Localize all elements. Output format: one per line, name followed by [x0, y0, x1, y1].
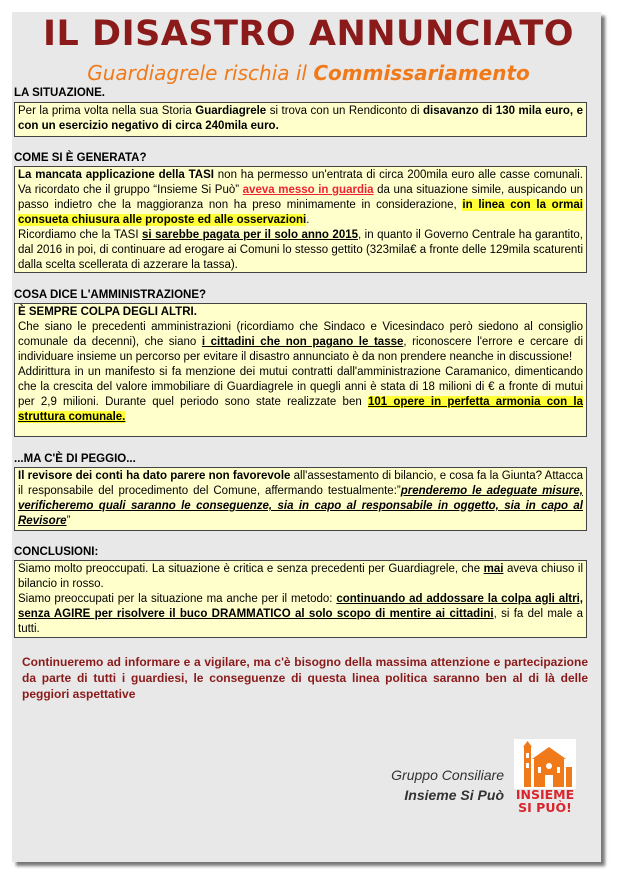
signature-group: Gruppo Consiliare: [391, 767, 504, 783]
text: Addirittura in un manifesto si fa menzione dei mutui contratti dall'amministrazione Caramanico, dimenticando che la crescita del valore immobiliare di Guardiagrele in quegli anni è stata di 18 milioni di € a fronte di mutui per 2,9 milioni. Durante quel periodo sono state realizzate ben: [18, 366, 583, 408]
text-bold: È SEMPRE COLPA DEGLI ALTRI.: [18, 306, 197, 318]
text-highlight: in linea con la ormai consueta chiusura alle proposte ed alle osservazioni: [18, 199, 584, 226]
text: aveva chiuso il bilancio in rosso.: [18, 563, 583, 590]
text: Siamo molto preoccupati. La situazione è critica e senza precedenti per Guardiagrele, che: [18, 563, 484, 575]
heading-amministrazione: COSA DICE L'AMMINISTRAZIONE?: [14, 289, 207, 301]
subtitle-prefix: Guardiagrele rischia il: [87, 61, 307, 85]
text: si trova con un Rendiconto di: [266, 105, 423, 117]
poster-background: [12, 12, 601, 862]
logo-line1: INSIEME: [515, 787, 575, 802]
quote-underline: prenderemo le adeguate misure, verificheremo quali saranno le conseguenze, sia in capo al responsabile in oggetto, sia in capo al Revisore: [18, 485, 583, 527]
text: , in quanto il Governo Centrale ha garantito, dal 2016 in poi, di continuare ad erogare ai Comuni lo stesso gettito (323mila€ a fronte delle 129mila scaturenti dalla scelta scellerata di azzerare la tassa).: [18, 229, 584, 271]
text-underline: mai: [483, 563, 504, 575]
text-red-underline: aveva messo in guardia: [242, 184, 374, 196]
text-bold: Guardiagrele: [195, 105, 267, 117]
text: non ha permesso un'entrata di circa 200mila euro alle casse comunali. Va ricordato che il gruppo “Insieme Si Può”: [18, 169, 583, 196]
heading-peggio: ...MA C'È DI PEGGIO...: [14, 453, 136, 465]
signature-name: Insieme Si Può: [404, 787, 504, 803]
text-highlight: 101 opere in perfetta armonia con la struttura comunale.: [18, 396, 584, 423]
text-underline: si sarebbe pagata per il solo anno 2015: [142, 229, 359, 241]
text-bold: La mancata applicazione della TASI: [18, 169, 214, 181]
text: ”: [66, 515, 71, 527]
logo-line2: SI PUÒ!: [518, 800, 572, 815]
text: , riconoscere l'errore e cercare di individuare insieme un percorso per evitare il disastro annunciato è da non prendere neanche in discussione!: [18, 336, 584, 363]
text: Per la prima volta nella sua Storia: [18, 105, 196, 117]
box-conclusioni: [14, 560, 587, 638]
text-underline: continuando ad addossare la colpa agli altri, senza AGIRE per risolvere il buco DRAMMATICO al solo scopo di mentire ai cittadini: [18, 593, 583, 620]
text: Siamo preoccupati per la situazione ma anche per il metodo:: [18, 593, 337, 605]
text: Ricordiamo che la TASI: [18, 229, 143, 241]
page-subtitle: [0, 61, 617, 85]
heading-situazione: LA SITUAZIONE.: [14, 87, 105, 99]
text-bold: disavanzo di 130 mila euro, e con un esercizio negativo di circa 240mila euro.: [18, 105, 584, 132]
box-generata: [14, 166, 587, 273]
box-peggio: [14, 467, 587, 531]
page-title: IL DISASTRO ANNUNCIATO: [43, 14, 574, 54]
logo-text: [514, 788, 576, 814]
heading-conclusioni: CONCLUSIONI:: [14, 546, 99, 558]
text: .: [306, 214, 310, 226]
text: da una situazione simile, auspicando un passo indietro che la maggioranza non ha preso minimamente in considerazione,: [18, 184, 583, 211]
text: Che siano le precedenti amministrazioni (ricordiamo che Sindaco e Vicesindaco però siedono al consiglio comunale da decenni), che siano: [18, 321, 583, 348]
subtitle-bold: Commissariamento: [313, 61, 530, 85]
box-situazione: [14, 102, 587, 137]
text-bold: Il revisore dei conti ha dato parere non favorevole: [18, 470, 291, 482]
box-amministrazione: [14, 303, 587, 437]
text: all'assestamento di bilancio, e cosa fa la Giunta? Attacca il responsabile del procedimento del Comune, affermando testualmente:”: [18, 470, 583, 497]
text: , si fa del male a tutti.: [18, 608, 583, 635]
closing-statement: Continueremo ad informare e a vigilare, ma c'è bisogno della massima attenzione e partecipazione da parte di tutti i guardiesi, le conseguenze di questa linea politica saranno ben al di là delle peggiori aspettative: [22, 655, 588, 701]
text-underline: i cittadini che non pagano le tasse: [201, 336, 404, 348]
heading-generata: COME SI È GENERATA?: [14, 152, 147, 164]
